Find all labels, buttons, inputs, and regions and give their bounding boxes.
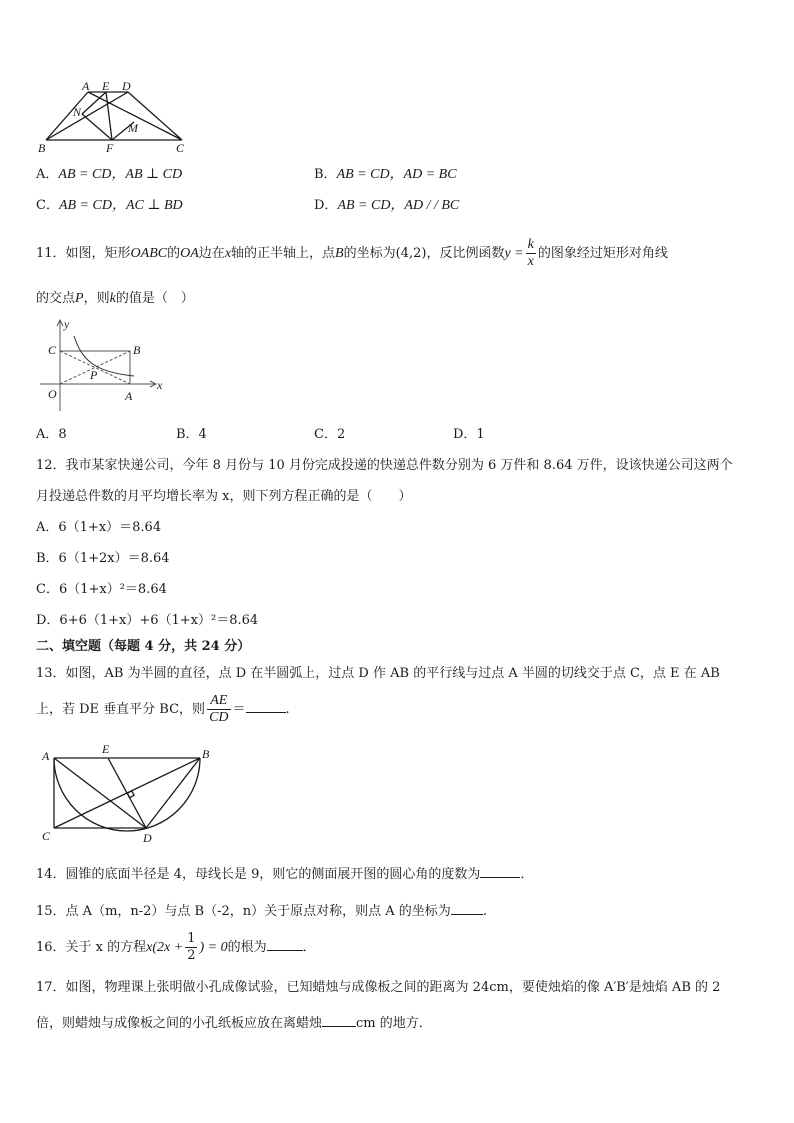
fig10-label-n: N — [73, 105, 82, 119]
q17-line1: 17．如图，物理课上张明做小孔成像试验，已知蜡烛与成像板之间的距离为 24cm，要使烛焰的像 A′B′是烛焰 AB 的 2 — [36, 980, 721, 995]
fig10-label-m: M — [128, 121, 138, 135]
q15-text: 15．点 A（m，n-2）与点 B（-2，n）关于原点对称，则点 A 的坐标为 . — [36, 900, 487, 921]
q13-line1: 13．如图，AB 为半圆的直径，点 D 在半圆弧上，过点 D 作 AB 的平行线与过点 A 半圆的切线交于点 C，点 E 在 AB — [36, 666, 720, 681]
fig13-label-b: B — [202, 747, 210, 761]
q10-option-b[interactable]: B．AB = CD，AD = BC — [314, 167, 457, 182]
fig13-label-e: E — [102, 742, 110, 756]
q11-figure — [36, 316, 166, 414]
q11-option-d[interactable]: D．1 — [453, 427, 485, 442]
q17-answer-blank[interactable] — [322, 1012, 356, 1027]
q10-figure — [36, 78, 196, 156]
fig10-label-d: D — [122, 79, 131, 93]
q10-option-a[interactable]: A．AB = CD，AB ⊥ CD — [36, 167, 183, 182]
q12-line2: 月投递总件数的月平均增长率为 x，则下列方程正确的是（ ） — [36, 489, 412, 504]
q14-answer-blank[interactable] — [480, 863, 520, 878]
section-title-fill-in: 二、填空题（每题 4 分，共 24 分） — [36, 639, 251, 654]
fig11-label-y: y — [64, 317, 70, 331]
q14-text: 14．圆锥的底面半径是 4，母线长是 9，则它的侧面展开图的圆心角的度数为 ． — [36, 863, 533, 884]
q12-line1: 12．我市某家快递公司，今年 8 月份与 10 月份完成投递的快递总件数分别为 6 万件和 8.64 万件，设该快递公司这两个 — [36, 458, 733, 473]
fig11-label-a: A — [125, 389, 133, 403]
fig11-label-o: O — [48, 387, 57, 401]
fig10-label-a: A — [82, 79, 90, 93]
fig10-label-b: B — [38, 141, 46, 155]
q16-answer-blank[interactable] — [267, 936, 303, 951]
fig10-label-f: F — [106, 141, 114, 155]
q16-text: 16．关于 x 的方程x(2x + $\frac{1}{2}$ ) = 0的根为 ． — [36, 931, 316, 963]
fig13-label-c: C — [42, 829, 51, 843]
q11-option-b[interactable]: B．4 — [176, 427, 207, 442]
fig11-label-x: x — [157, 378, 163, 392]
q11-line2: 的交点P，则k的值是（ ） — [36, 291, 194, 306]
fig13-label-a: A — [42, 749, 50, 763]
fig10-label-e: E — [102, 79, 110, 93]
fig11-label-b: B — [133, 343, 141, 357]
q12-option-d[interactable]: D．6+6（1+x）+6（1+x）²＝8.64 — [36, 613, 259, 628]
fig11-label-p: P — [90, 368, 98, 382]
fig10-label-c: C — [176, 141, 185, 155]
q11-option-a[interactable]: A．8 — [36, 427, 67, 442]
q17-line2: 倍，则蜡烛与成像板之间的小孔纸板应放在离蜡烛 cm 的地方． — [36, 1012, 432, 1033]
fig13-label-d: D — [143, 831, 152, 845]
q15-answer-blank[interactable] — [451, 900, 483, 915]
fig11-label-c: C — [48, 343, 57, 357]
q10-option-c[interactable]: C．AB = CD，AC ⊥ BD — [36, 198, 183, 213]
q12-option-a[interactable]: A．6（1+x）＝8.64 — [36, 520, 162, 535]
q13-figure — [36, 740, 216, 848]
q12-option-b[interactable]: B．6（1+2x）＝8.64 — [36, 551, 170, 566]
q10-option-d[interactable]: D．AB = CD，AD / / BC — [314, 198, 460, 213]
q11-line1: 11．如图，矩形OABC的OA边在x轴的正半轴上，点B的坐标为(4,2)，反比例函数y = $\frac{k}{x}$ 的图象经过矩形对角线 — [36, 237, 668, 269]
q13-answer-blank[interactable] — [246, 698, 286, 713]
q12-option-c[interactable]: C．6（1+x）²＝8.64 — [36, 582, 167, 597]
q13-line2: 上，若 DE 垂直平分 BC，则 $\frac{AE}{CD}$ ＝ . — [36, 693, 290, 725]
q11-option-c[interactable]: C．2 — [314, 427, 346, 442]
